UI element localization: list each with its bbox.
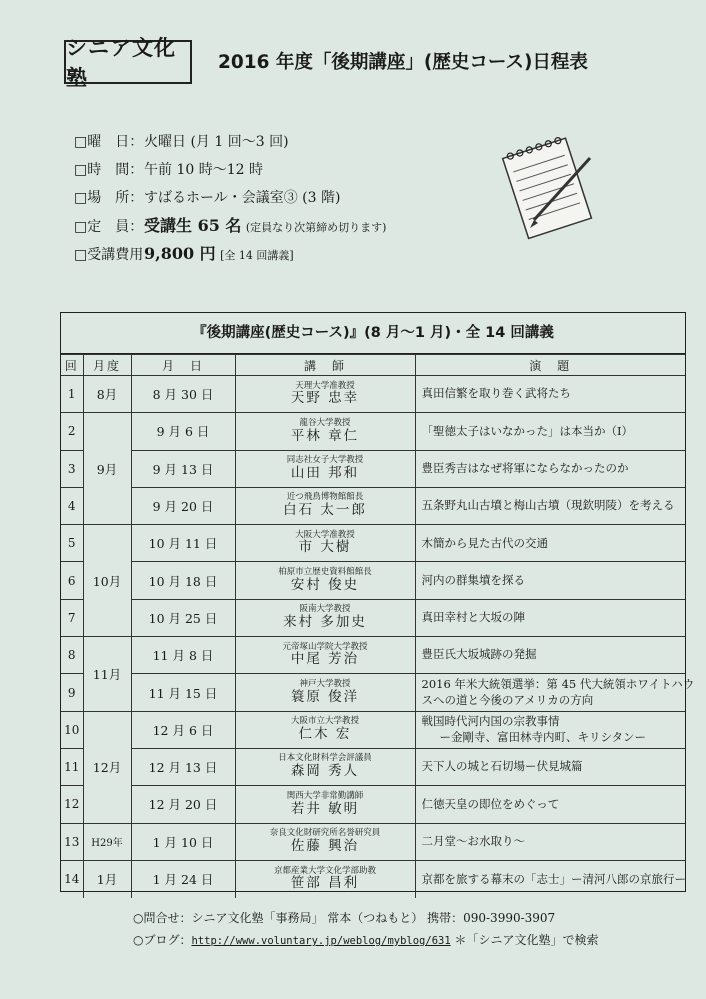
topic-line: 京都を旅する幕末の「志士」ー清河八郎の京旅行ー bbox=[421, 871, 686, 886]
topic-line: 2016 年米大統領選挙：第 45 代大統領ホワイトハウ bbox=[421, 677, 695, 691]
lecturer-affiliation: 同志社女子大学教授 bbox=[286, 455, 364, 466]
info-time-label: □時 間： bbox=[74, 162, 144, 178]
info-capacity-note: (定員なり次第締め切ります) bbox=[245, 221, 387, 234]
row-lecturer bbox=[235, 786, 415, 823]
table-row bbox=[61, 450, 685, 487]
lecturer-affiliation: 神戸大学教授 bbox=[299, 678, 351, 689]
info-capacity-value: 受講生 65 名 bbox=[144, 216, 242, 235]
lecturer-name: 中尾 芳治 bbox=[290, 651, 360, 668]
blog-note: ＊「シニア文化塾」で検索 bbox=[454, 933, 599, 947]
info-day-value: 火曜日 (月 1 回～3 回) bbox=[144, 134, 289, 150]
row-lecturer bbox=[235, 637, 415, 674]
lecturer-affiliation: 日本文化財科学会評議員 bbox=[278, 753, 372, 764]
topic-line: 仁徳天皇の即位をめぐって bbox=[421, 796, 560, 811]
info-fee-label: □受講費用： bbox=[74, 247, 158, 263]
topic-line: 豊臣秀吉はなぜ将軍にならなかったのか bbox=[421, 460, 629, 475]
topic-line: 木簡から見た古代の交通 bbox=[421, 535, 548, 550]
topic-line: 真田幸村と大坂の陣 bbox=[421, 610, 525, 625]
row-num: 14 bbox=[61, 860, 83, 897]
lecturer-name: 若井 敏明 bbox=[290, 800, 360, 817]
row-topic bbox=[415, 637, 685, 674]
info-day-label: □曜 日： bbox=[74, 134, 144, 150]
info-place bbox=[74, 184, 386, 212]
lecturer-name: 天野 忠幸 bbox=[290, 390, 360, 407]
lecturer-affiliation: 奈良文化財研究所名誉研究員 bbox=[269, 828, 381, 839]
lecturer-name: 来村 多加史 bbox=[283, 614, 367, 631]
lecturer-name: 笹部 昌利 bbox=[290, 875, 360, 892]
lecturer-affiliation: 大阪大学准教授 bbox=[295, 529, 355, 540]
table-row bbox=[61, 562, 685, 599]
month-cell: 12月 bbox=[83, 711, 131, 823]
footer-blog bbox=[133, 929, 599, 951]
topic-line: 真田信繁を取り巻く武将たち bbox=[421, 386, 571, 401]
row-date: 12 月 13 日 bbox=[131, 748, 235, 785]
lecturer-name: 平林 章仁 bbox=[290, 427, 360, 444]
row-lecturer bbox=[235, 413, 415, 450]
lecturer-name: 仁木 宏 bbox=[298, 725, 352, 742]
row-num: 1 bbox=[61, 376, 83, 413]
row-topic bbox=[415, 413, 685, 450]
table-row bbox=[61, 786, 685, 823]
topic-line: 豊臣氏大坂城跡の発掘 bbox=[421, 647, 537, 662]
lecturer-affiliation: 天理大学准教授 bbox=[295, 380, 355, 391]
row-lecturer bbox=[235, 860, 415, 897]
table-header-row bbox=[61, 355, 685, 376]
row-topic bbox=[415, 860, 685, 897]
row-lecturer bbox=[235, 823, 415, 860]
info-time-value: 午前 10 時～12 時 bbox=[144, 162, 263, 178]
row-topic bbox=[415, 748, 685, 785]
topic-line: スへの道と今後のアメリカの方向 bbox=[421, 692, 594, 707]
info-day bbox=[74, 128, 386, 156]
table-row bbox=[61, 637, 685, 674]
row-lecturer bbox=[235, 376, 415, 413]
topic-line: 二月堂～お水取り～ bbox=[421, 833, 525, 848]
table-row bbox=[61, 748, 685, 785]
row-num: 11 bbox=[61, 748, 83, 785]
table-row bbox=[61, 376, 685, 413]
topic-line: 戦国時代河内国の宗教事情 bbox=[421, 714, 560, 729]
info-place-label: □場 所： bbox=[74, 190, 144, 206]
row-topic bbox=[415, 450, 685, 487]
info-capacity-label: □定 員： bbox=[74, 219, 144, 235]
lecturer-affiliation: 阪南大学教授 bbox=[299, 604, 351, 615]
schedule-table bbox=[60, 312, 695, 892]
lecturer-affiliation: 元帝塚山学院大学教授 bbox=[282, 641, 368, 652]
row-lecturer bbox=[235, 450, 415, 487]
lecturer-name: 市 大樹 bbox=[298, 539, 352, 556]
row-lecturer bbox=[235, 487, 415, 524]
table-row bbox=[61, 525, 685, 562]
table-row bbox=[61, 823, 685, 860]
topic-line: 天下人の城と石切場ー伏見城篇 bbox=[421, 759, 583, 774]
table-row bbox=[61, 487, 685, 524]
topic-line: 「聖徳太子はいなかった」は本当か（I） bbox=[421, 423, 634, 438]
row-topic bbox=[415, 786, 685, 823]
info-fee-note: [全 14 回講義] bbox=[220, 249, 294, 262]
table-row bbox=[61, 413, 685, 450]
header-month: 月度 bbox=[83, 355, 131, 376]
row-date: 12 月 20 日 bbox=[131, 786, 235, 823]
row-date: 10 月 25 日 bbox=[131, 599, 235, 636]
lecturer-affiliation: 柏原市立歴史資料館館長 bbox=[278, 566, 372, 577]
info-fee bbox=[74, 240, 386, 268]
row-num: 8 bbox=[61, 637, 83, 674]
table-title: 『後期講座(歴史コース)』(8 月～1 月)・全 14 回講義 bbox=[61, 313, 685, 354]
info-place-value: すばるホール・会議室③ (3 階) bbox=[144, 190, 341, 206]
footer-contact: ○問合せ：シニア文化塾「事務局」 常本（つねもと） 携帯：090-3990-3907 bbox=[133, 911, 556, 925]
row-topic bbox=[415, 525, 685, 562]
blog-label: ○ブログ： bbox=[133, 933, 192, 947]
lecturer-name: 白石 太一郎 bbox=[283, 502, 367, 519]
row-lecturer bbox=[235, 711, 415, 748]
row-lecturer bbox=[235, 674, 415, 711]
row-date: 10 月 11 日 bbox=[131, 525, 235, 562]
month-cell: 11月 bbox=[83, 637, 131, 712]
row-topic bbox=[415, 562, 685, 599]
info-capacity bbox=[74, 212, 386, 240]
table-row bbox=[61, 711, 685, 748]
page-title: 2016 年度「後期講座」(歴史コース)日程表 bbox=[218, 52, 588, 73]
topic-line: 五条野丸山古墳と梅山古墳（現欽明陵）を考える bbox=[421, 498, 675, 513]
month-cell: 1月 bbox=[83, 860, 131, 897]
month-cell: H29年 bbox=[83, 823, 131, 860]
row-date: 11 月 15 日 bbox=[131, 674, 235, 711]
lecturer-affiliation: 大阪市立大学教授 bbox=[290, 716, 359, 727]
row-num: 7 bbox=[61, 599, 83, 636]
row-num: 13 bbox=[61, 823, 83, 860]
row-lecturer bbox=[235, 525, 415, 562]
row-date: 8 月 30 日 bbox=[131, 376, 235, 413]
header-date: 月 日 bbox=[131, 355, 235, 376]
lecturer-affiliation: 近つ飛鳥博物館館長 bbox=[286, 492, 364, 503]
row-date: 9 月 13 日 bbox=[131, 450, 235, 487]
info-list bbox=[74, 128, 386, 268]
topic-line: 河内の群集墳を探る bbox=[421, 572, 525, 587]
row-topic bbox=[415, 487, 685, 524]
lecturer-name: 佐藤 興治 bbox=[290, 837, 360, 854]
month-cell: 10月 bbox=[83, 525, 131, 637]
notebook-pen-icon bbox=[492, 132, 604, 244]
row-date: 9 月 6 日 bbox=[131, 413, 235, 450]
row-num: 10 bbox=[61, 711, 83, 748]
topic-line: ー金剛寺、富田林寺内町、キリシタンー bbox=[439, 729, 647, 744]
row-num: 9 bbox=[61, 674, 83, 711]
row-date: 12 月 6 日 bbox=[131, 711, 235, 748]
lecturer-name: 山田 邦和 bbox=[290, 464, 360, 481]
lecturer-affiliation: 関西大学非常勤講師 bbox=[286, 790, 364, 801]
footer bbox=[133, 907, 599, 951]
lecturer-name: 森岡 秀人 bbox=[290, 763, 360, 780]
row-date: 1 月 24 日 bbox=[131, 860, 235, 897]
table-row bbox=[61, 599, 685, 636]
info-fee-value: 9,800 円 bbox=[144, 244, 216, 263]
row-num: 3 bbox=[61, 450, 83, 487]
row-num: 2 bbox=[61, 413, 83, 450]
row-date: 10 月 18 日 bbox=[131, 562, 235, 599]
row-lecturer bbox=[235, 562, 415, 599]
row-date: 11 月 8 日 bbox=[131, 637, 235, 674]
blog-link[interactable]: http://www.voluntary.jp/weblog/myblog/631 bbox=[191, 935, 451, 947]
lecturer-affiliation: 京都産業大学文化学部助教 bbox=[273, 865, 376, 876]
lecturer-name: 安村 俊史 bbox=[290, 576, 360, 593]
row-date: 1 月 10 日 bbox=[131, 823, 235, 860]
month-cell: 9月 bbox=[83, 413, 131, 525]
row-num: 6 bbox=[61, 562, 83, 599]
row-topic bbox=[415, 711, 685, 748]
header-lecturer: 講 師 bbox=[235, 355, 415, 376]
lecturer-affiliation: 龍谷大学教授 bbox=[299, 417, 351, 428]
row-topic bbox=[415, 823, 685, 860]
row-date: 9 月 20 日 bbox=[131, 487, 235, 524]
month-cell: 8月 bbox=[83, 376, 131, 413]
row-topic bbox=[415, 599, 685, 636]
row-lecturer bbox=[235, 748, 415, 785]
row-num: 12 bbox=[61, 786, 83, 823]
row-lecturer bbox=[235, 599, 415, 636]
header-topic: 演 題 bbox=[415, 355, 685, 376]
info-time bbox=[74, 156, 386, 184]
row-num: 5 bbox=[61, 525, 83, 562]
header-num: 回 bbox=[61, 355, 83, 376]
lecturer-name: 簑原 俊洋 bbox=[290, 688, 360, 705]
table-row bbox=[61, 860, 685, 897]
row-num: 4 bbox=[61, 487, 83, 524]
table-row bbox=[61, 674, 685, 711]
row-topic bbox=[415, 674, 695, 711]
row-topic bbox=[415, 376, 685, 413]
logo: シニア文化塾 bbox=[64, 40, 192, 84]
